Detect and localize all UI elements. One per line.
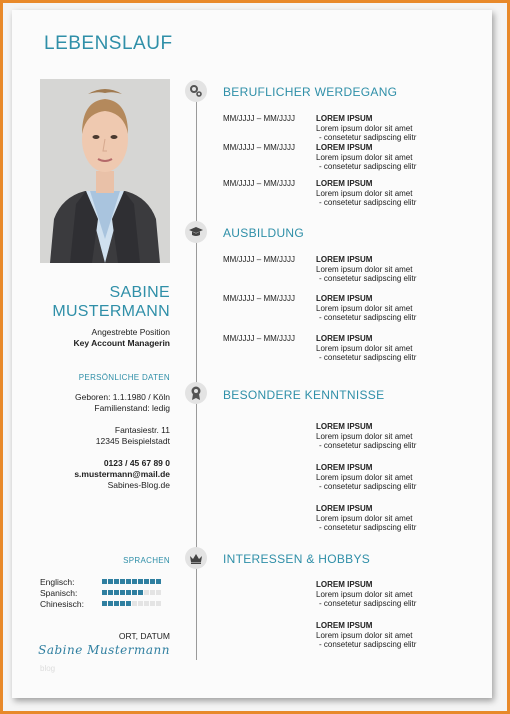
language-level-dot (108, 579, 113, 584)
contact-block (74, 458, 170, 491)
entry-line: - consetetur sadipscing elitr (319, 274, 417, 283)
language-level-dot (132, 601, 137, 606)
birth-info: Geboren: 1.1.1980 / Köln (75, 392, 170, 402)
language-level-dot (102, 601, 107, 606)
entry-line: Lorem ipsum dolor sit amet (316, 188, 413, 198)
signature: Sabine Mustermann (38, 643, 170, 657)
entry-heading: LOREM IPSUM (316, 422, 373, 431)
entry-heading: LOREM IPSUM (316, 334, 373, 343)
entry-body (316, 504, 416, 533)
entry-line: Lorem ipsum dolor sit amet (316, 513, 413, 523)
first-name: SABINE (109, 284, 170, 301)
language-label: Englisch: (40, 577, 75, 587)
entry-body (316, 179, 416, 208)
entry-line: Lorem ipsum dolor sit amet (316, 123, 413, 133)
street: Fantasiestr. 11 (114, 425, 170, 435)
entry-body (316, 255, 416, 284)
entry-line: - consetetur sadipscing elitr (319, 482, 417, 491)
language-level-bar (102, 601, 161, 606)
entry-date: MM/JJJJ – MM/JJJJ (223, 255, 295, 264)
birth-family-block (75, 392, 170, 414)
phone: 0123 / 45 67 89 0 (103, 458, 170, 468)
language-label: Chinesisch: (40, 599, 84, 609)
address-block (96, 425, 170, 447)
gears-icon (185, 80, 207, 102)
crown-icon (185, 547, 207, 569)
entry-heading: LOREM IPSUM (316, 621, 373, 630)
entry-line: Lorem ipsum dolor sit amet (316, 630, 413, 640)
language-level-dot (120, 579, 125, 584)
languages-heading: SPRACHEN (123, 556, 170, 565)
entry-line: Lorem ipsum dolor sit amet (316, 343, 413, 353)
entry-line: - consetetur sadipscing elitr (319, 313, 417, 322)
language-level-dot (138, 590, 143, 595)
award-icon (185, 382, 207, 404)
section-title: BESONDERE KENNTNISSE (223, 388, 385, 402)
entry-body (316, 463, 416, 492)
personal-data-heading: PERSÖNLICHE DATEN (78, 373, 170, 382)
entry-date: MM/JJJJ – MM/JJJJ (223, 179, 295, 188)
language-level-dot (150, 601, 155, 606)
language-row (40, 577, 75, 587)
last-name: MUSTERMANN (52, 303, 170, 320)
email: s.mustermann@mail.de (74, 469, 170, 479)
city: 12345 Beispielstadt (95, 436, 170, 446)
entry-line: - consetetur sadipscing elitr (319, 523, 417, 532)
language-level-dot (144, 590, 149, 595)
language-level-dot (114, 590, 119, 595)
entry-line: - consetetur sadipscing elitr (319, 640, 417, 649)
language-level-dot (108, 590, 113, 595)
entry-heading: LOREM IPSUM (316, 114, 373, 123)
language-level-dot (126, 601, 131, 606)
entry-line: Lorem ipsum dolor sit amet (316, 431, 413, 441)
language-level-dot (132, 579, 137, 584)
place-date: ORT, DATUM (118, 631, 170, 641)
language-level-dot (156, 590, 161, 595)
family-status: Familienstand: ledig (94, 403, 170, 413)
graduation-cap-icon (185, 221, 207, 243)
entry-line: - consetetur sadipscing elitr (319, 441, 417, 450)
page-title: LEBENSLAUF (44, 33, 173, 54)
language-level-dot (120, 601, 125, 606)
language-level-dot (114, 579, 119, 584)
language-level-dot (120, 590, 125, 595)
entry-date: MM/JJJJ – MM/JJJJ (223, 143, 295, 152)
language-level-dot (114, 601, 119, 606)
position-label: Angestrebte Position (91, 327, 170, 337)
language-level-dot (144, 601, 149, 606)
entry-line: Lorem ipsum dolor sit amet (316, 152, 413, 162)
language-level-dot (138, 601, 143, 606)
entry-date: MM/JJJJ – MM/JJJJ (223, 114, 295, 123)
language-level-dot (156, 601, 161, 606)
entry-body (316, 143, 416, 172)
language-level-dot (150, 579, 155, 584)
entry-heading: LOREM IPSUM (316, 463, 373, 472)
blog-link: Sabines-Blog.de (107, 480, 170, 490)
entry-date: MM/JJJJ – MM/JJJJ (223, 334, 295, 343)
entry-line: - consetetur sadipscing elitr (319, 353, 417, 362)
entry-line: Lorem ipsum dolor sit amet (316, 303, 413, 313)
entry-heading: LOREM IPSUM (316, 294, 373, 303)
language-level-dot (126, 590, 131, 595)
language-label: Spanisch: (40, 588, 78, 598)
language-level-dot (156, 579, 161, 584)
language-level-dot (102, 590, 107, 595)
entry-line: - consetetur sadipscing elitr (319, 198, 417, 207)
entry-line: - consetetur sadipscing elitr (319, 599, 417, 608)
entry-line: Lorem ipsum dolor sit amet (316, 264, 413, 274)
entry-heading: LOREM IPSUM (316, 143, 373, 152)
language-level-dot (138, 579, 143, 584)
profile-photo (40, 79, 170, 263)
language-row (40, 599, 84, 609)
watermark: blog (40, 664, 56, 673)
entry-body (316, 422, 416, 451)
language-level-bar (102, 590, 161, 595)
entry-line: - consetetur sadipscing elitr (319, 162, 417, 171)
entry-heading: LOREM IPSUM (316, 179, 373, 188)
entry-body (316, 580, 416, 609)
entry-date: MM/JJJJ – MM/JJJJ (223, 294, 295, 303)
timeline-line (196, 80, 197, 660)
language-level-dot (132, 590, 137, 595)
entry-heading: LOREM IPSUM (316, 580, 373, 589)
language-row (40, 588, 77, 598)
entry-line: - consetetur sadipscing elitr (319, 133, 417, 142)
language-level-dot (108, 601, 113, 606)
entry-heading: LOREM IPSUM (316, 504, 373, 513)
entry-body (316, 334, 416, 363)
entry-body (316, 621, 416, 650)
position-value: Key Account Managerin (73, 338, 170, 348)
entry-body (316, 114, 416, 143)
language-level-bar (102, 579, 161, 584)
entry-body (316, 294, 416, 323)
entry-line: Lorem ipsum dolor sit amet (316, 589, 413, 599)
language-level-dot (102, 579, 107, 584)
language-level-dot (144, 579, 149, 584)
section-title: AUSBILDUNG (223, 226, 305, 240)
entry-heading: LOREM IPSUM (316, 255, 373, 264)
language-level-dot (150, 590, 155, 595)
entry-line: Lorem ipsum dolor sit amet (316, 472, 413, 482)
language-level-dot (126, 579, 131, 584)
section-title: BERUFLICHER WERDEGANG (223, 85, 398, 99)
position-block (73, 327, 170, 349)
section-title: INTERESSEN & HOBBYS (223, 552, 371, 566)
full-name (52, 283, 170, 321)
